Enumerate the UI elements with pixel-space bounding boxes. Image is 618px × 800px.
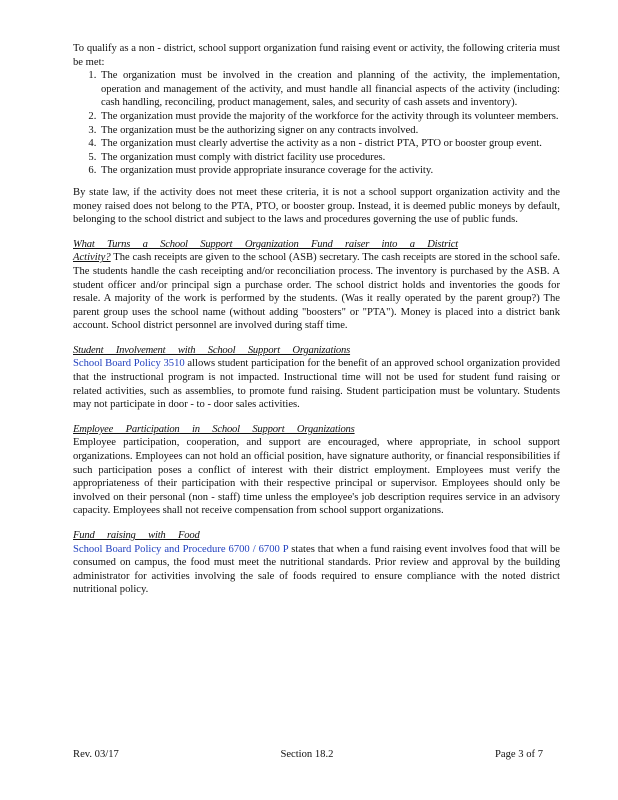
criteria-item: 4. The organization must clearly advertise the activity as a non - district PTA, PTO or booster group event. — [99, 137, 560, 151]
state-law-paragraph: By state law, if the activity does not meet these criteria, it is not a school support organization activity and the money raised does not belong to the PTA, PTO, or booster group. Instead, it is deemed public moneys by default, belonging to the school district and subject to the laws and procedures governing the use of public funds. — [73, 186, 560, 226]
section-text: The cash receipts are given to the school (ASB) secretary. The cash receipts are stored in the school safe. The students handle the cash receipting and/or reconciliation process. The inventory is purchased by the ASB. A student officer and/or principal sign a purchase order. The school district holds and inventories the goods for resale. A majority of the work is performed by the students. (Was it really operated by the parent group?) The parent group uses the school name (without adding "boosters" or "PTA"). Money is placed into a district bank account. School district personnel are involved during staff time. — [73, 252, 560, 332]
section-fund-raising-food — [73, 529, 560, 597]
page-footer — [73, 748, 543, 762]
section-heading: Fund raising with Food — [73, 530, 200, 541]
footer-page-number: Page 3 of 7 — [495, 749, 543, 760]
document-page — [73, 42, 560, 597]
policy-link[interactable]: School Board Policy and Procedure 6700 / 6700 P — [73, 543, 289, 555]
criteria-list — [73, 69, 560, 178]
criteria-item: 3. The organization must be the authorizing signer on any contracts involved. — [99, 124, 560, 138]
criteria-item: 6. The organization must provide appropriate insurance coverage for the activity. — [99, 164, 560, 178]
footer-revision: Rev. 03/17 — [73, 749, 119, 760]
section-body — [73, 357, 560, 411]
section-student-involvement — [73, 344, 560, 412]
section-text: allows student participation for the benefit of an approved school organization provided that the instructional program is not impacted. Instructional time will not be used for student fund raising or related activities, such as assemblies, to promote fund raising. Student participation must be voluntary. Students may not participate in door - to - door sales activities. — [73, 358, 560, 411]
section-body: Employee participation, cooperation, and support are encouraged, where appropriate, in school support organizations. Employees can not hold an official position, have signature authority, or financial responsibilities if such participation poses a conflict of interest with their district employment. Employees must verify the appropriateness of their participation with their respective principal or supervisor. Employees should only be involved on their personal (non - staff) time unless the employee's job description requires service in an advisory capacity. Employees shall not receive compensation from school support organizations. — [73, 437, 560, 517]
footer-section: Section 18.2 — [280, 749, 334, 760]
section-heading: Employee Participation in School Support Organizations — [73, 423, 355, 435]
section-body — [73, 251, 560, 333]
criteria-item: 1. The organization must be involved in the creation and planning of the activity, the implementation, operation and management of the activity, and must handle all financial aspects of the activity (including: cash handling, reconciling, product management, sales, and security of cash assets and inventory). — [99, 69, 560, 110]
intro-paragraph: To qualify as a non - district, school support organization fund raising event or activity, the following criteria must be met: — [73, 43, 560, 68]
criteria-item: 2. The organization must provide the majority of the workforce for the activity through its volunteer members. — [99, 110, 560, 124]
section-employee-participation — [73, 423, 560, 518]
section-text: states that when a fund raising event involves food that will be consumed on campus, the food must meet the nutritional standards. Prior review and approval by the building administrator for activities involving the sale of foods required to ensure compliance with the noted district nutritional policy. — [73, 543, 560, 596]
section-heading: What Turns a School Support Organization Fund raiser into a District — [73, 238, 459, 250]
criteria-item: 5. The organization must comply with district facility use procedures. — [99, 151, 560, 165]
section-heading-continued: Activity? — [73, 252, 111, 264]
policy-link[interactable]: School Board Policy 3510 — [73, 358, 185, 370]
section-body — [73, 543, 560, 597]
section-heading: Student Involvement with School Support Organizations — [73, 344, 351, 356]
section-what-turns — [73, 238, 560, 333]
